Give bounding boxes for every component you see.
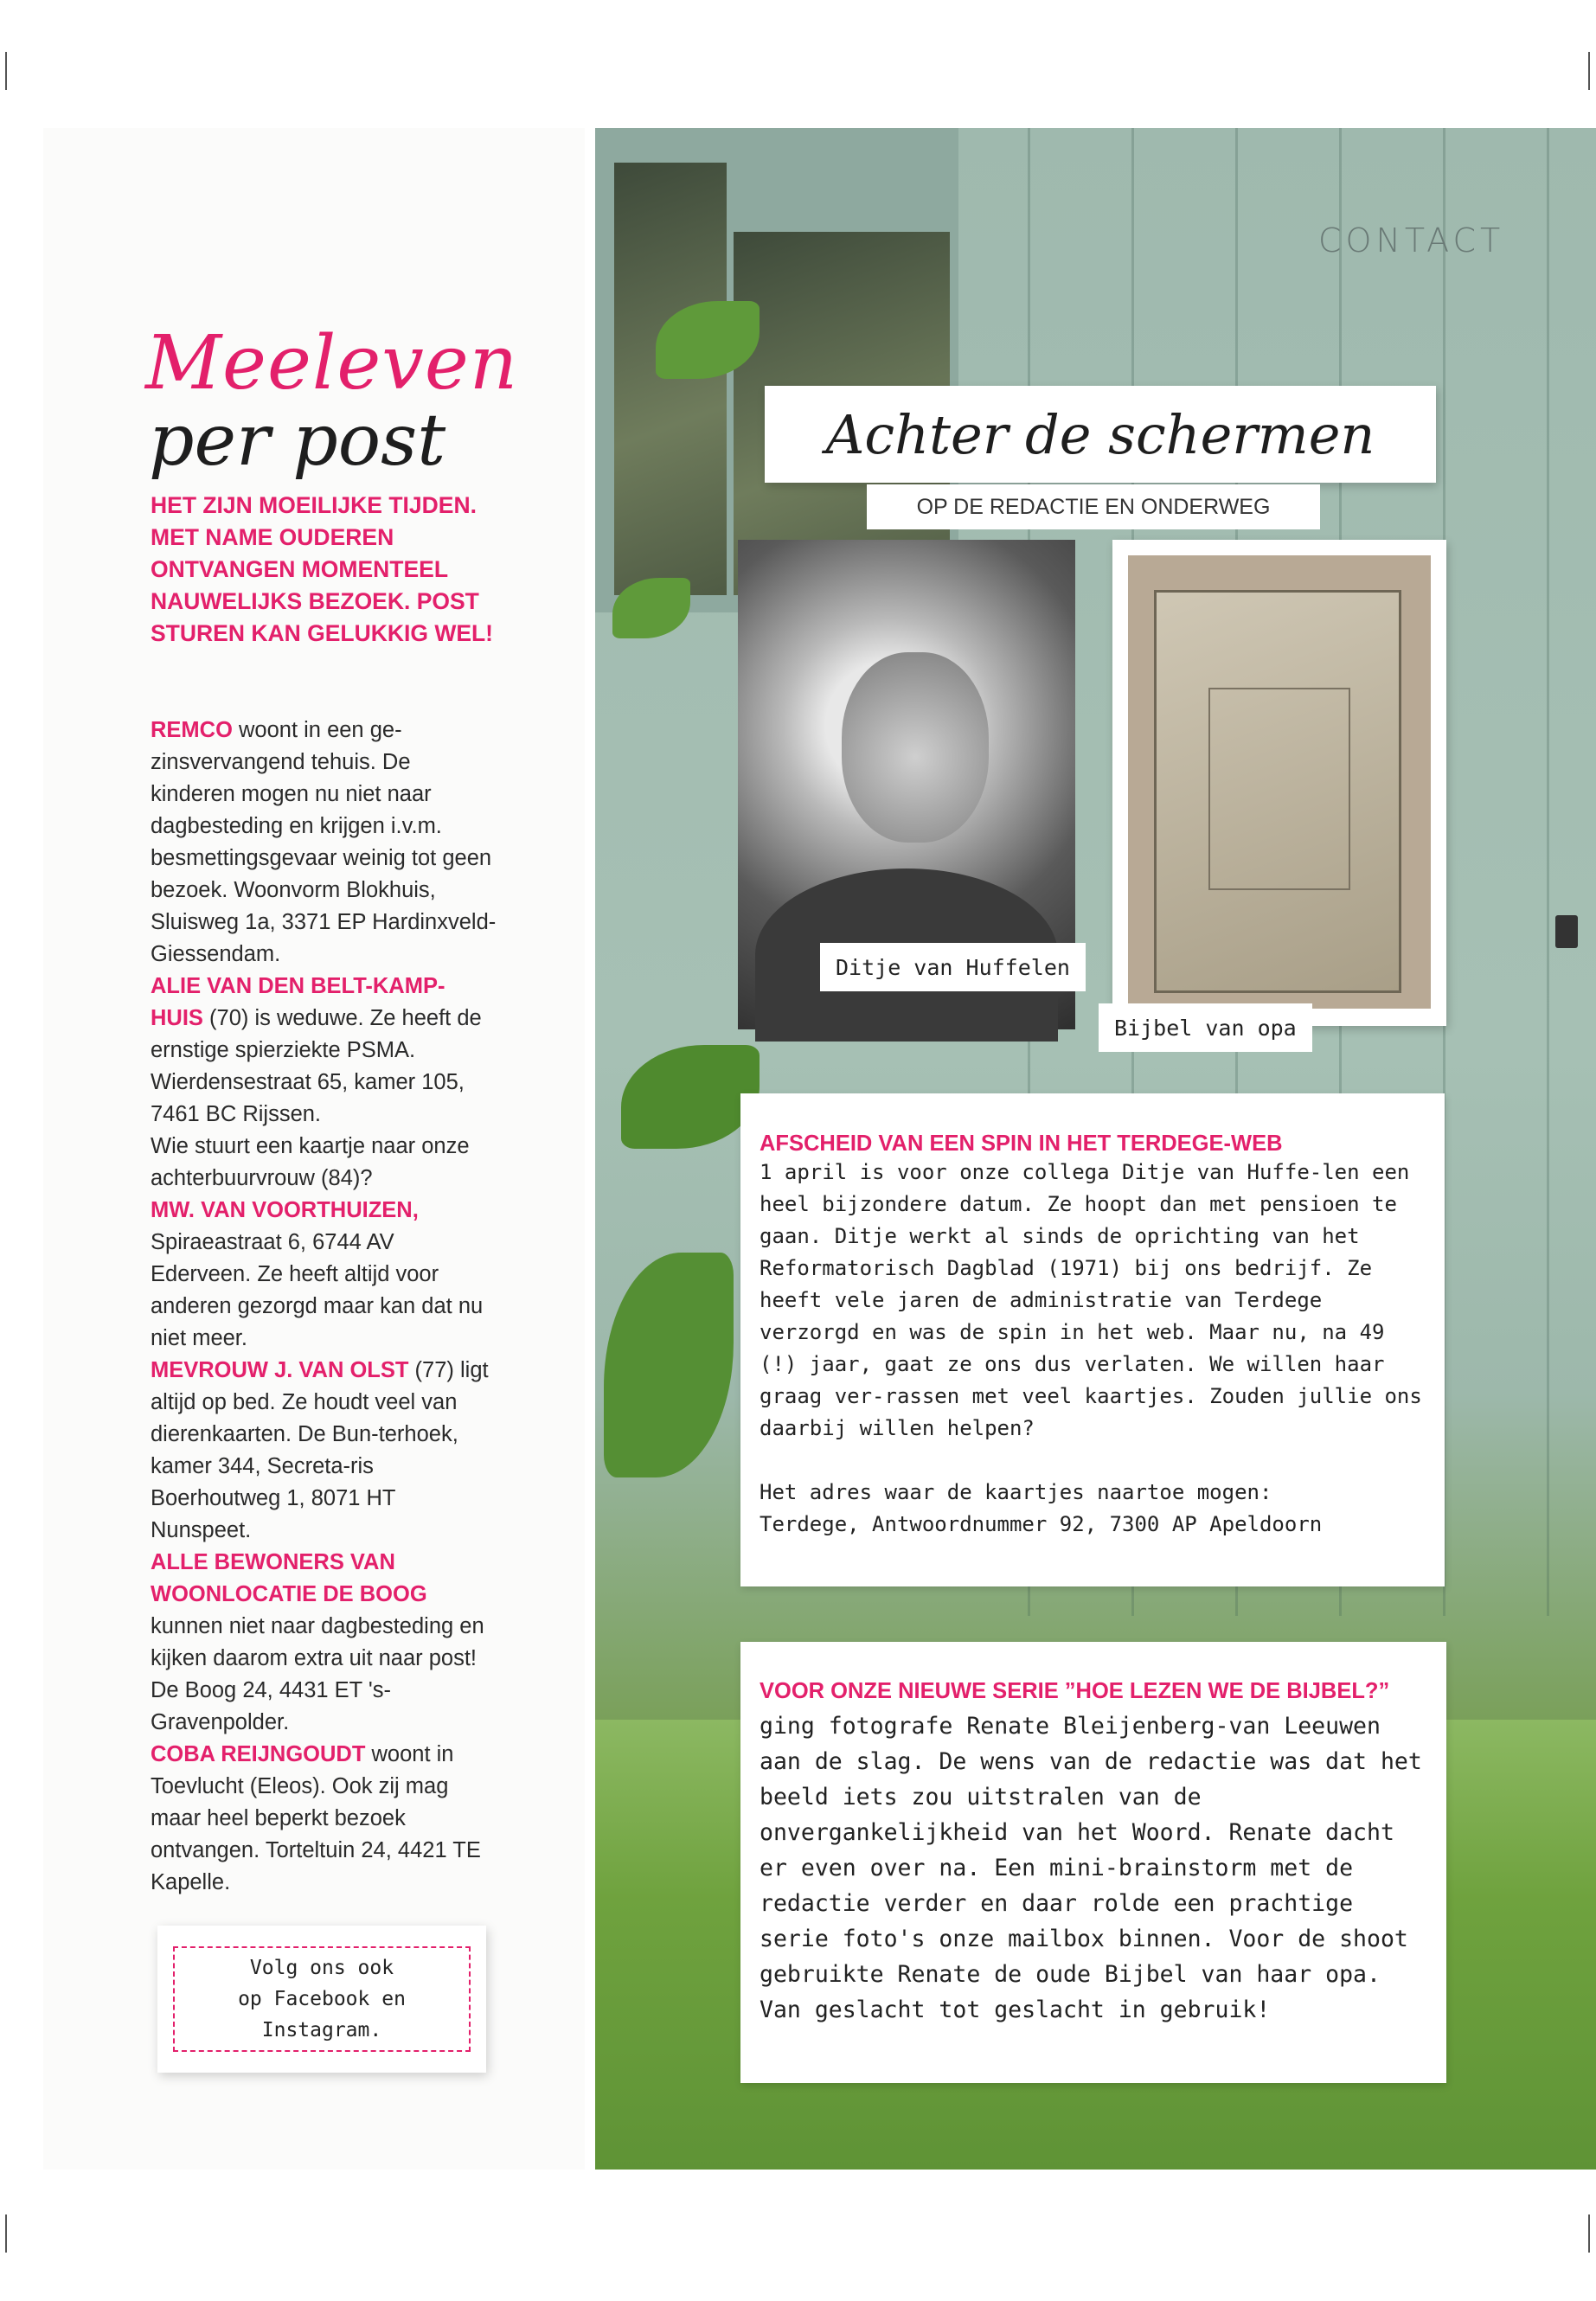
article-series-heading: VOOR ONZE NIEUWE SERIE ”HOE LEZEN WE DE BIJBEL?” [760, 1679, 1390, 1703]
title-meeleven: Meeleven [145, 320, 519, 407]
article-series-text [760, 1675, 1427, 2029]
entry-remco: REMCO woont in een ge-zinsvervangend tehuis. De kinderen mogen nu niet naar dagbesteding en krijgen i.v.m. besmettingsgevaar weinig tot geen bezoek. Woonvorm Blokhuis, Sluisweg 1a, 3371 EP Hardinxveld-Giessendam. [151, 718, 497, 966]
entry-van-olst: MEVROUW J. VAN OLST (77) ligt altijd op bed. Ze houdt veel van dierenkaarten. De Bun-terhoek, kamer 344, Secreta-ris Boerhoutweg 1, 8071 HT Nunspeet. [151, 1358, 489, 1542]
social-text: Volg ons ook op Facebook en Instagram. [238, 1957, 406, 2041]
portrait-caption: Ditje van Huffelen [820, 943, 1086, 991]
article-farewell [740, 1093, 1445, 1586]
leaf [621, 1045, 760, 1149]
heading-card [765, 386, 1436, 483]
door-hinge [1555, 915, 1578, 948]
title-per-post: per post [149, 400, 446, 482]
plank-line [1547, 128, 1549, 1616]
intro-text: HET ZIJN MOEILIJKE TIJDEN. MET NAME OUDEREN ONTVANGEN MOMENTEEL NAUWELIJKS BEZOEK. POST STUREN KAN GELUKKIG WEL! [151, 492, 494, 646]
bible-caption: Bijbel van opa [1099, 1003, 1312, 1052]
crop-mark-top-right [1588, 52, 1590, 90]
address-list [151, 715, 497, 1899]
page-heading: Achter de schermen [825, 402, 1375, 466]
article-farewell-heading: AFSCHEID VAN EEN SPIN IN HET TERDEGE-WEB [760, 1131, 1283, 1156]
entry-alie: ALIE VAN DEN BELT-KAMP-HUIS (70) is weduwe. Ze heeft de ernstige spierziekte PSMA. Wierdensestraat 65, kamer 105, 7461 BC Rijssen. [151, 974, 482, 1126]
entry-achterbuurvrouw: Wie stuurt een kaartje naar onze achterbuurvrouw (84)? [151, 1134, 470, 1190]
leaf [604, 1253, 734, 1477]
entry-van-voorthuizen: MW. VAN VOORTHUIZEN, Spiraeastraat 6, 6744 AV Ederveen. Ze heeft altijd voor anderen gezorgd maar kan dat nu niet meer. [151, 1198, 484, 1350]
social-dashed-border [173, 1946, 471, 2052]
entry-coba: COBA REIJNGOUDT woont in Toevlucht (Eleos). Ook zij mag maar heel beperkt bezoek ontvangen. Torteltuin 24, 4421 TE Kapelle. [151, 1742, 481, 1894]
window-pane-left [614, 163, 727, 595]
section-label: CONTACT [1318, 221, 1505, 260]
portrait-head [842, 652, 989, 843]
article-farewell-address: Terdege, Antwoordnummer 92, 7300 AP Apeldoorn [760, 1512, 1323, 1536]
crop-mark-top-left [5, 52, 7, 90]
bible-photo-frame [1112, 540, 1446, 1026]
social-media-card [157, 1926, 486, 2073]
entry-de-boog: ALLE BEWONERS VAN WOONLOCATIE DE BOOG kunnen niet naar dagbesteding en kijken daarom extra uit naar post! De Boog 24, 4431 ET 's-Gravenpolder. [151, 1550, 484, 1734]
bible-book [1154, 590, 1401, 993]
article-series-body: ging fotografe Renate Bleijenberg-van Leeuwen aan de slag. De wens van de redactie was dat het beeld iets zou uitstralen van de onvergankelijkheid van het Woord. Renate dacht er even over na. Een mini-brainstorm met de redactie verder en daar rolde een prachtige serie foto's onze mailbox binnen. Voor de shoot gebruikte Renate de oude Bijbel van haar opa. Van geslacht tot geslacht in gebruik! [760, 1713, 1422, 2023]
crop-mark-bottom-right [1588, 2214, 1590, 2253]
article-farewell-address-intro: Het adres waar de kaartjes naartoe mogen: [760, 1480, 1272, 1504]
bible-photo [1128, 555, 1431, 1009]
crop-mark-bottom-left [5, 2214, 7, 2253]
article-series [740, 1642, 1446, 2083]
bible-plate [1208, 688, 1350, 890]
subheading: OP DE REDACTIE EN ONDERWEG [867, 484, 1320, 529]
article-farewell-body: 1 april is voor onze collega Ditje van Huffe-len een heel bijzondere datum. Ze hoopt dan met pensioen te gaan. Ditje werkt al sinds de oprichting van het Reformatorisch Dagblad (1971) bij ons bedrijf. Ze heeft vele jaren de administratie van Terdege verzorgd en was de spin in het web. Maar nu, na 49 (!) jaar, gaat ze ons dus verlaten. We willen haar graag ver-rassen met veel kaartjes. Zouden jullie ons daarbij willen helpen? [760, 1160, 1422, 1440]
